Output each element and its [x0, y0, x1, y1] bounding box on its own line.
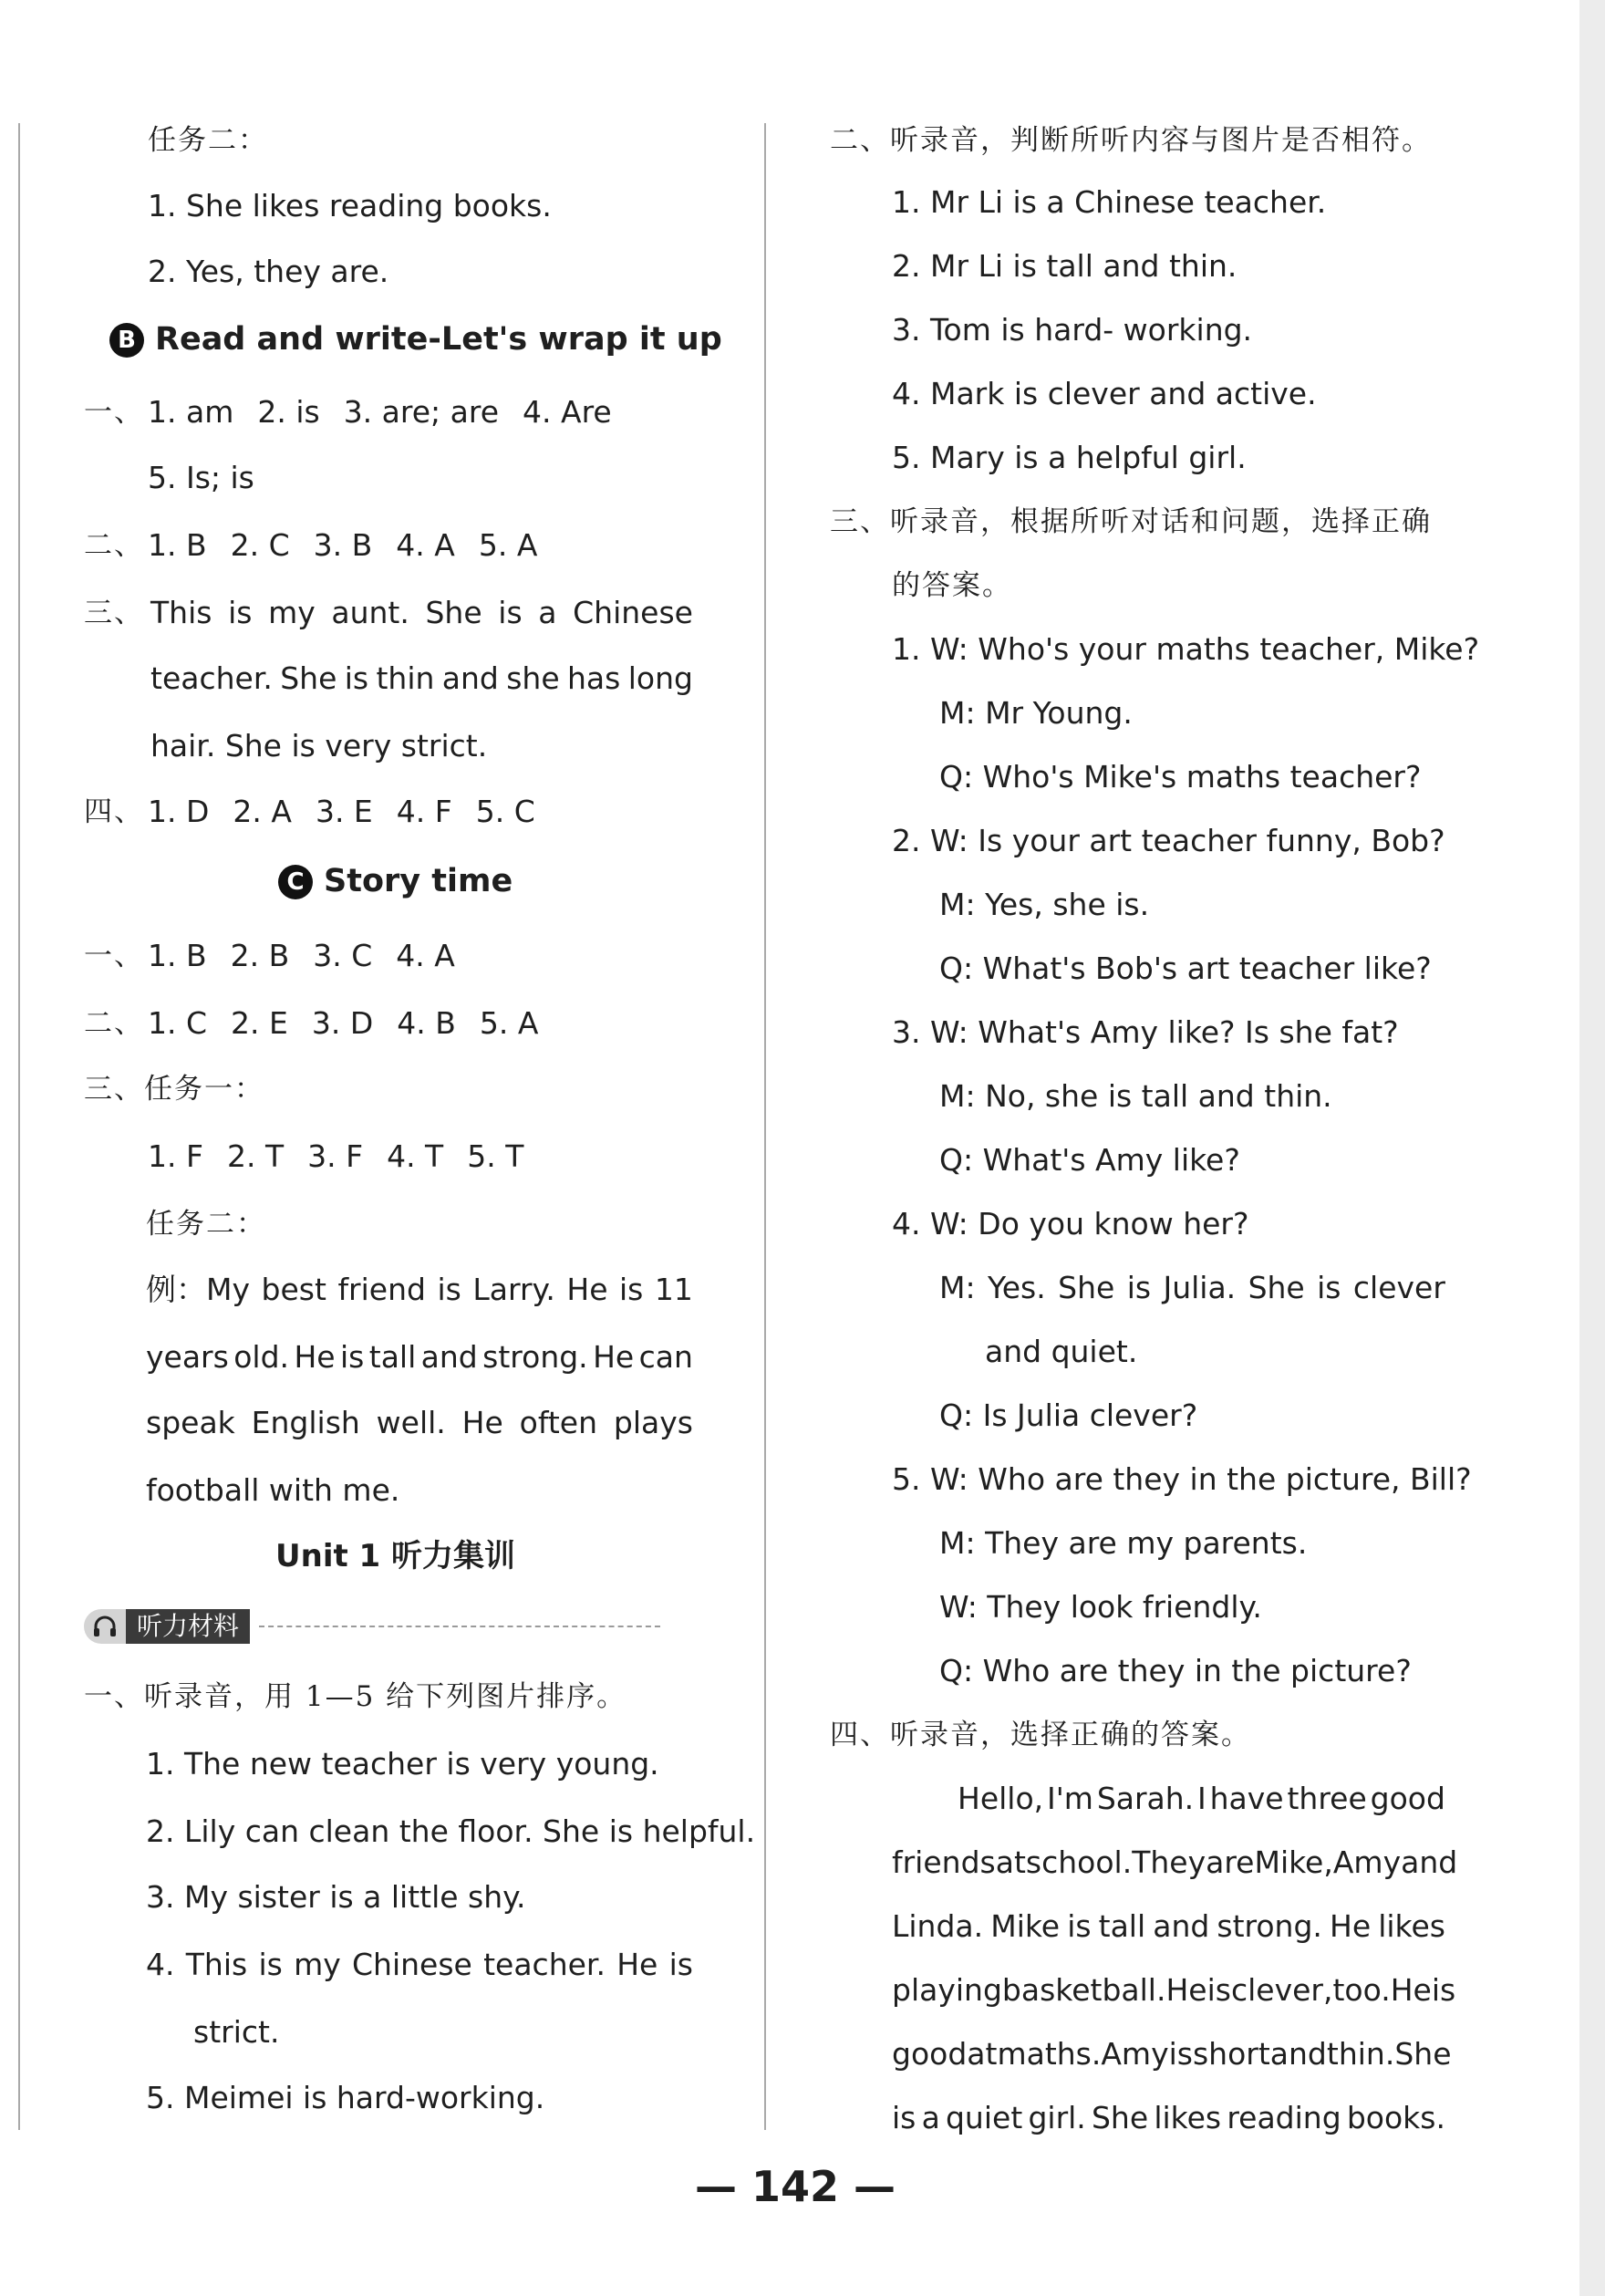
- section-b-title: Read and write-Let's wrap it up: [155, 321, 722, 358]
- word: too.: [1332, 1972, 1391, 2008]
- word: She: [280, 660, 337, 696]
- c-task2-line: football with me.: [146, 1472, 400, 1508]
- word: teacher.: [483, 1947, 606, 1982]
- passage-line: [892, 1908, 1445, 1945]
- word: English: [251, 1405, 360, 1440]
- word: likes: [1154, 2100, 1222, 2135]
- c-part1-label: 一、: [84, 940, 144, 972]
- answer-item: 4. Are: [523, 394, 612, 430]
- listening-part1-label: 一、听录音，用 1—5 给下列图片排序。: [84, 1680, 627, 1713]
- word: Yes.: [987, 1270, 1046, 1305]
- word: and: [441, 660, 499, 696]
- word: This: [150, 595, 212, 630]
- word: a: [538, 595, 557, 630]
- r-part4-label: 四、听录音，选择正确的答案。: [830, 1719, 1251, 1751]
- word: He: [1390, 1972, 1432, 2008]
- word: and: [1269, 2036, 1327, 2072]
- word: He: [616, 1947, 658, 1982]
- word: Amy: [1332, 1844, 1402, 1880]
- word: years: [146, 1339, 229, 1375]
- c-part3-label: 三、任务一：: [84, 1073, 264, 1106]
- dialogue-line: 4. W: Do you know her?: [892, 1206, 1249, 1242]
- word: a: [921, 2100, 940, 2135]
- dialogue-line: 2. W: Is your art teacher funny, Bob?: [892, 823, 1445, 858]
- word: clever: [1352, 1270, 1445, 1305]
- word: thin.: [1326, 2036, 1395, 2072]
- answer-item: 5. A: [479, 1005, 539, 1041]
- dialogue-line: Q: Who are they in the picture?: [939, 1653, 1412, 1688]
- dialogue-line: M: Yes, she is.: [939, 887, 1150, 922]
- word: plays: [613, 1405, 693, 1440]
- answer-item: 3. D: [311, 1005, 374, 1041]
- r-part2-item: 2. Mr Li is tall and thin.: [892, 248, 1237, 284]
- word: Larry.: [472, 1272, 555, 1307]
- word: Amy: [1101, 2036, 1169, 2072]
- b-part3-line: [150, 660, 693, 697]
- answer-item: 3. E: [315, 794, 373, 829]
- b-part3-line: [150, 595, 693, 631]
- b-part3-label: 三、: [84, 597, 144, 629]
- word: is: [1067, 1908, 1092, 1944]
- answer-item: 3. F: [307, 1138, 364, 1174]
- c-task2-line: [146, 1405, 693, 1441]
- headphones-icon: [84, 1609, 126, 1644]
- dialogue-line: [939, 1270, 1445, 1306]
- word: 例：My: [146, 1272, 251, 1307]
- word: playing: [892, 1972, 1002, 2008]
- answer-item: 1. am: [148, 394, 234, 430]
- word: aunt.: [331, 595, 409, 630]
- word: and: [1153, 1908, 1210, 1944]
- word: He: [461, 1405, 503, 1440]
- c-task2-line: [146, 1339, 693, 1376]
- answer-item: 4. A: [396, 527, 455, 563]
- answer-item: 5. C: [475, 794, 535, 829]
- word: tall: [1098, 1908, 1146, 1944]
- word: is: [1206, 1972, 1231, 2008]
- word: is: [228, 595, 253, 630]
- word: She: [425, 595, 482, 630]
- dialogue-line: 3. W: What's Amy like? Is she fat?: [892, 1014, 1399, 1050]
- passage-line: [958, 1781, 1445, 1817]
- passage-line: [892, 1844, 1458, 1881]
- word: good: [892, 2036, 968, 2072]
- unit-title: Unit 1 听力集训: [275, 1538, 516, 1574]
- answer-item: 5. A: [478, 527, 538, 563]
- word: basketball.: [1001, 1972, 1166, 2008]
- c-task2-line: [146, 1272, 693, 1308]
- word: tall: [368, 1339, 417, 1375]
- c-part2-answers: [148, 1005, 562, 1042]
- word: good: [1370, 1781, 1445, 1816]
- word: Mike: [990, 1908, 1061, 1944]
- task2-label: 任务二：: [148, 124, 268, 157]
- word: He: [593, 1339, 635, 1375]
- answer-item: 4. B: [397, 1005, 456, 1041]
- word: Julia.: [1163, 1270, 1237, 1305]
- r-part2-label: 二、听录音，判断所听内容与图片是否相符。: [830, 124, 1432, 157]
- answer-item: 1. D: [148, 794, 210, 829]
- page-edge-shadow: [1579, 0, 1605, 2296]
- word: Sarah.: [1096, 1781, 1195, 1816]
- answer-item: 2. T: [226, 1138, 285, 1174]
- word: school.: [1025, 1844, 1133, 1880]
- dialogue-line: Q: What's Amy like?: [939, 1142, 1240, 1178]
- listening-material-tag: [84, 1609, 660, 1644]
- word: my: [294, 1947, 341, 1982]
- word: M:: [939, 1270, 976, 1305]
- r-part2-item: 5. Mary is a helpful girl.: [892, 440, 1247, 475]
- answer-item: 2. B: [230, 938, 290, 973]
- word: I: [1197, 1781, 1206, 1816]
- c-part2-label: 二、: [84, 1007, 144, 1040]
- dialogue-line: 1. W: Who's your maths teacher, Mike?: [892, 631, 1480, 667]
- word: is: [1126, 1270, 1152, 1305]
- word: at: [967, 2036, 998, 2072]
- answer-item: 4. T: [387, 1138, 444, 1174]
- word: and: [1401, 1844, 1458, 1880]
- answer-item: 1. C: [148, 1005, 208, 1041]
- word: girl.: [1028, 2100, 1086, 2135]
- tag-label: 听力材料: [126, 1609, 250, 1644]
- r-part2-item: 3. Tom is hard- working.: [892, 312, 1253, 348]
- word: This: [185, 1947, 248, 1982]
- r-part2-item: 1. Mr Li is a Chinese teacher.: [892, 184, 1327, 220]
- word: Chinese: [573, 595, 693, 630]
- word: strong.: [482, 1339, 588, 1375]
- b-part1-answers: [148, 394, 636, 431]
- word: friends: [892, 1844, 996, 1880]
- c-part1-answers: [148, 938, 479, 974]
- answer-item: 1. B: [148, 938, 207, 973]
- word: He: [1165, 1972, 1207, 2008]
- listening-item: 3. My sister is a little shy.: [146, 1879, 526, 1915]
- word: teacher.: [150, 660, 273, 696]
- word: well.: [376, 1405, 446, 1440]
- word: old.: [233, 1339, 290, 1375]
- dialogue-line: M: They are my parents.: [939, 1525, 1308, 1561]
- section-c-heading: [278, 863, 513, 899]
- word: thin: [376, 660, 435, 696]
- b-part2-answers: [148, 527, 561, 564]
- section-b-heading: [109, 321, 722, 358]
- word: speak: [146, 1405, 235, 1440]
- word: Chinese: [352, 1947, 472, 1982]
- section-b-badge: B: [109, 323, 144, 358]
- listening-item: 5. Meimei is hard-working.: [146, 2080, 545, 2115]
- word: my: [268, 595, 316, 630]
- answer-item: 1. F: [148, 1138, 203, 1174]
- word: three: [1287, 1781, 1367, 1816]
- answer-item: 3. B: [313, 527, 373, 563]
- dialogue-line: W: They look friendly.: [939, 1589, 1262, 1625]
- passage-line: [892, 1972, 1456, 2009]
- answer-item: 2. C: [230, 527, 290, 563]
- b-part1-label: 一、: [84, 396, 144, 429]
- answer-item: 1. B: [148, 527, 207, 563]
- c-task1-answers: [148, 1138, 547, 1175]
- word: He: [1330, 1908, 1372, 1944]
- word: is: [339, 1339, 365, 1375]
- listening-item: 2. Lily can clean the floor. She is helpful.: [146, 1813, 756, 1849]
- c-task2-label: 任务二：: [146, 1208, 266, 1241]
- section-c-badge: C: [278, 865, 313, 899]
- page-number: — 142 —: [695, 2162, 896, 2211]
- word: she: [506, 660, 560, 696]
- b-part2-label: 二、: [84, 529, 144, 562]
- word: is: [437, 1272, 461, 1307]
- dashed-rule: [259, 1626, 660, 1627]
- word: They: [1132, 1844, 1206, 1880]
- dialogue-line: Q: Is Julia clever?: [939, 1397, 1198, 1433]
- word: Hello,: [958, 1781, 1044, 1816]
- word: is: [892, 2100, 916, 2135]
- word: 4.: [146, 1947, 175, 1982]
- listening-item-continued: strict.: [193, 2014, 280, 2050]
- word: long: [627, 660, 693, 696]
- dialogue-line: M: No, she is tall and thin.: [939, 1078, 1332, 1114]
- answer-item: 2. is: [257, 394, 320, 430]
- word: I'm: [1047, 1781, 1093, 1816]
- word: often: [519, 1405, 598, 1440]
- answer-item: 2. E: [231, 1005, 288, 1041]
- dialogue-line: Q: What's Bob's art teacher like?: [939, 951, 1432, 986]
- dialogue-line: Q: Who's Mike's maths teacher?: [939, 759, 1422, 795]
- word: quiet: [945, 2100, 1023, 2135]
- word: can: [638, 1339, 693, 1375]
- word: best: [261, 1272, 326, 1307]
- word: have: [1209, 1781, 1284, 1816]
- task2-item: 2. Yes, they are.: [148, 254, 389, 289]
- word: books.: [1346, 2100, 1445, 2135]
- word: She: [1394, 2036, 1452, 2072]
- word: reading: [1227, 2100, 1341, 2135]
- b-part3-line: hair. She is very strict.: [150, 728, 488, 764]
- r-part2-item: 4. Mark is clever and active.: [892, 376, 1317, 411]
- word: is: [619, 1272, 644, 1307]
- answer-item: 2. A: [233, 794, 292, 829]
- word: is: [498, 595, 523, 630]
- task2-item: 1. She likes reading books.: [148, 188, 552, 223]
- word: Linda.: [892, 1908, 984, 1944]
- word: at: [995, 1844, 1026, 1880]
- listening-item: [146, 1947, 693, 1983]
- word: He: [566, 1272, 608, 1307]
- word: is: [668, 1947, 693, 1982]
- dialogue-line-continued: and quiet.: [985, 1334, 1138, 1369]
- answer-item: 4. F: [396, 794, 452, 829]
- word: short: [1192, 2036, 1270, 2072]
- word: She: [1248, 1270, 1305, 1305]
- word: is: [1168, 2036, 1193, 2072]
- dialogue-line: 5. W: Who are they in the picture, Bill?: [892, 1461, 1472, 1497]
- passage-line: [892, 2100, 1445, 2136]
- word: clever,: [1230, 1972, 1333, 2008]
- word: maths.: [997, 2036, 1102, 2072]
- word: is: [1317, 1270, 1341, 1305]
- word: likes: [1378, 1908, 1445, 1944]
- word: 11: [654, 1272, 693, 1307]
- word: has: [567, 660, 621, 696]
- b-part4-label: 四、: [84, 795, 144, 828]
- b-part1-answer-5: 5. Is; is: [148, 460, 254, 495]
- column-divider: [764, 123, 766, 2130]
- word: strong.: [1217, 1908, 1322, 1944]
- word: is: [344, 660, 369, 696]
- word: Mike,: [1254, 1844, 1333, 1880]
- r-part3-label-cont: 的答案。: [892, 569, 1012, 602]
- word: She: [1058, 1270, 1115, 1305]
- word: is: [1431, 1972, 1456, 2008]
- dialogue-line: M: Mr Young.: [939, 695, 1133, 731]
- listening-item: 1. The new teacher is very young.: [146, 1746, 659, 1782]
- b-part4-answers: [148, 794, 559, 830]
- word: and: [420, 1339, 478, 1375]
- passage-line: [892, 2036, 1452, 2073]
- word: He: [294, 1339, 336, 1375]
- word: She: [1091, 2100, 1149, 2135]
- answer-item: 3. are; are: [343, 394, 500, 430]
- answer-item: 3. C: [313, 938, 373, 973]
- word: is: [258, 1947, 283, 1982]
- section-c-title: Story time: [324, 863, 513, 899]
- r-part3-label: 三、听录音，根据所听对话和问题，选择正确: [830, 505, 1432, 538]
- left-margin-rule: [18, 123, 20, 2130]
- word: friend: [337, 1272, 426, 1307]
- word: are: [1206, 1844, 1255, 1880]
- answer-item: 4. A: [396, 938, 455, 973]
- answer-item: 5. T: [467, 1138, 524, 1174]
